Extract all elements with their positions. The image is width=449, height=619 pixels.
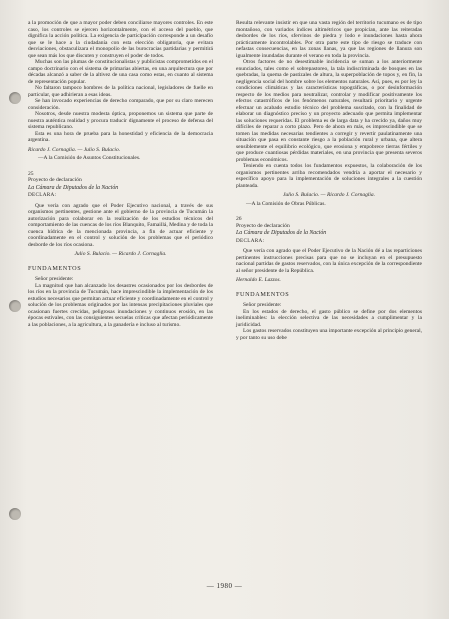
paragraph: a la promoción de que a mayor poder deben conciliarse mayores controles. En este caso, los controles se ejercen horizontalmente, con el acceso del pueblo, que dignifica la acción política. La exigencia de participación corresponde a un desafío que se le hace a la ciudadanía con esta elección obligatoria, que evitara desviaciones, obstaculizara el monopolio de las burocracias partidarias y permitirá que sean más los que discuten y construyen el poder de todos. (28, 20, 213, 59)
fundamentos-heading: FUNDAMENTOS (28, 264, 82, 272)
declares-label: DECLARA: (236, 237, 265, 244)
declares-label: DECLARA: (28, 192, 57, 198)
section-heading: Proyecto de declaración (28, 177, 82, 183)
signatories: Ricardo J. Cornaglia. — Julio S. Bulacio. (28, 146, 121, 153)
page-number: — 1980 — (206, 582, 243, 590)
paragraph: Muchas son las plumas de constitucionalistas y publicistas comprometidos en el campo doctrinario con el sistema de primarias abiertas, en una arquitectura que por décadas alcanzó a saber de la altivez de una casa como estas, en cuanto al sistema de representación popular. (28, 59, 213, 85)
paragraph: Otros factores de no desestimable incidencia se suman a los anteriormente enunciados, tales como el sobrepastoreo, la tala indiscriminada de bosques en las quebradas, la quema de pastizales de altura, la superpoblación de topos y, en fin, la negligencia social del hombre sobre los elementos naturales. Así, pues, es por ley la condiciones climáticas y las características topográficas, o por desinformación respecto de los medios para neutralizar, controlar y modificar positivamente los efectos catastróficos de los fenómenos naturales, resultará prioritario y urgente efectuar un acabado estudio técnico del problema suscitado, con la finalidad de elaborar un diagnóstico preciso y un proyecto adecuado que permita implementar las soluciones requeridas. El problema es de larga data y ha crecido ya, daños muy difíciles de reparar a corto plazo. Pero de ahora en más, es imprescindible que se tomen las medidas necesarias tendientes a corregir y revertir paulatinamente una situación que pasa en constante riesgo a la población rural y urbana, que altera sensiblemente el equilibrio ecológico, que erosiona y empobrece tierras fértiles y que produce cuantiosas pérdidas materiales, en una provincia que presenta severos problemas económicos. (236, 59, 422, 163)
chamber-title: La Cámara de Diputados de la Nación (28, 184, 119, 191)
item-number: 25 (28, 170, 34, 177)
chamber-title: La Cámara de Diputados de la Nación (236, 230, 327, 236)
paragraph: Se han invocado experiencias de derecho comparado, que por su claro merecen consideración. (28, 98, 213, 111)
commission-referral: —A la Comisión de Asuntos Constitucionales. (38, 155, 141, 161)
paragraph: Esta es una hora de prueba para la honestidad y eficiencia de la democracia argentina. (28, 130, 213, 143)
paragraph: En los estados de derecho, el gasto público se define por dos elementos ineliminables: la elección selectiva de las necesidades a cumplimentar y la juridicidad. (236, 308, 422, 328)
section-heading: Proyecto de declaración (236, 222, 290, 229)
paragraph: La magnitud que han alcanzado los desastres ocasionados por los desbordes de los ríos en la provincia de Tucumán, hace imprescindible la implementación de los estudios necesarios que permitan actuar eficiente y coordinadamente en el control y solución de los problemas originados por las intensas precipitaciones pluviales que ocasionan fuertes crecidas, peligrosas inundaciones y continuos erosión, en las épocas estivales, con las consiguientes secuelas críticas que afectan periódicamente a las poblaciones, a la agricultura, a la ganadería e incluso al turismo. (28, 282, 213, 328)
paragraph: Nosotros, desde nuestra modesta óptica, proponemos un sistema que parte de nuestra auténtica realidad y procura traducir dignamente el proceso de defensa del sistema republicano. (28, 111, 213, 130)
paragraph: Que vería con agrado que el Poder Ejecutivo nacional, a través de sus organismos pertinentes, gestione ante el gobierno de la provincia de Tucumán la autorización para colaborar en la realización de los estudios técnicos del comportamiento de las cuencas de los ríos Blanquito, Famaillá, Medina y de toda la cuenca hídrica de la mencionada provincia, a fin de actuar eficiente y coordinadamente en el control y solución de los problemas que el periódico desborde de los ríos ocasiona. (28, 202, 213, 248)
paragraph: Resulta relevante insistir en que una vasta región del territorio tucumano es de tipo montañoso, con variados índices altimétricos que propician, ante las reiteradas desbordes de los ríos, sfervinos de piedra y lodo e inundaciones hasta ahora prácticamente incontrolables. Por otra parte este tipo de riesgo se traduce con nefastas consecuencias, en las zonas llanas, ya que las regiones de llanura son igualmente inundadas durante el verano en toda la provincia. (236, 20, 422, 59)
signatory: Hernaldo E. Lazzos. (236, 277, 281, 283)
paragraph: Que vería con agrado que el Poder Ejecutivo de la Nación dé a las reparticiones pertinentes instrucciones precisas para que no se incluyan en el presupuesto nacional partidas de gastos reservados, con la única excepción de la correspondiente al señor presidente de la República. (236, 248, 422, 274)
salutation: Señor presidente: (243, 302, 282, 308)
signatories: Julio S. Bulacio. — Ricardo J. Cornaglia. (74, 251, 167, 257)
left-column (28, 20, 213, 328)
binder-hole (9, 508, 21, 520)
binder-hole (9, 92, 21, 104)
salutation: Señor presidente: (35, 276, 74, 282)
paragraph: Los gastos reservados constituyen una importante excepción al principio general, y por tanto su uso debe (236, 328, 422, 341)
binder-hole (9, 300, 21, 312)
commission-referral: —A la Comisión de Obras Públicas. (246, 200, 326, 207)
paragraph: No faltaron tampoco hombres de la política nacional, legisladores de fuelle en particular, que adhirieran a esas ideas. (28, 85, 213, 98)
fundamentos-heading: FUNDAMENTOS (236, 290, 290, 298)
item-number: 26 (236, 216, 242, 222)
signatories: Julio S. Bulacio. — Ricardo J. Cornaglia. (282, 192, 376, 198)
paragraph: Teniendo en cuenta todos los fundamentos expuestos, la colaboración de los organismos pertinentes arriba recomendados vendría a aportar el necesario y específico apoyo para la implementación de soluciones integrales a la cuestión planteada. (236, 163, 422, 189)
right-column (236, 20, 422, 341)
